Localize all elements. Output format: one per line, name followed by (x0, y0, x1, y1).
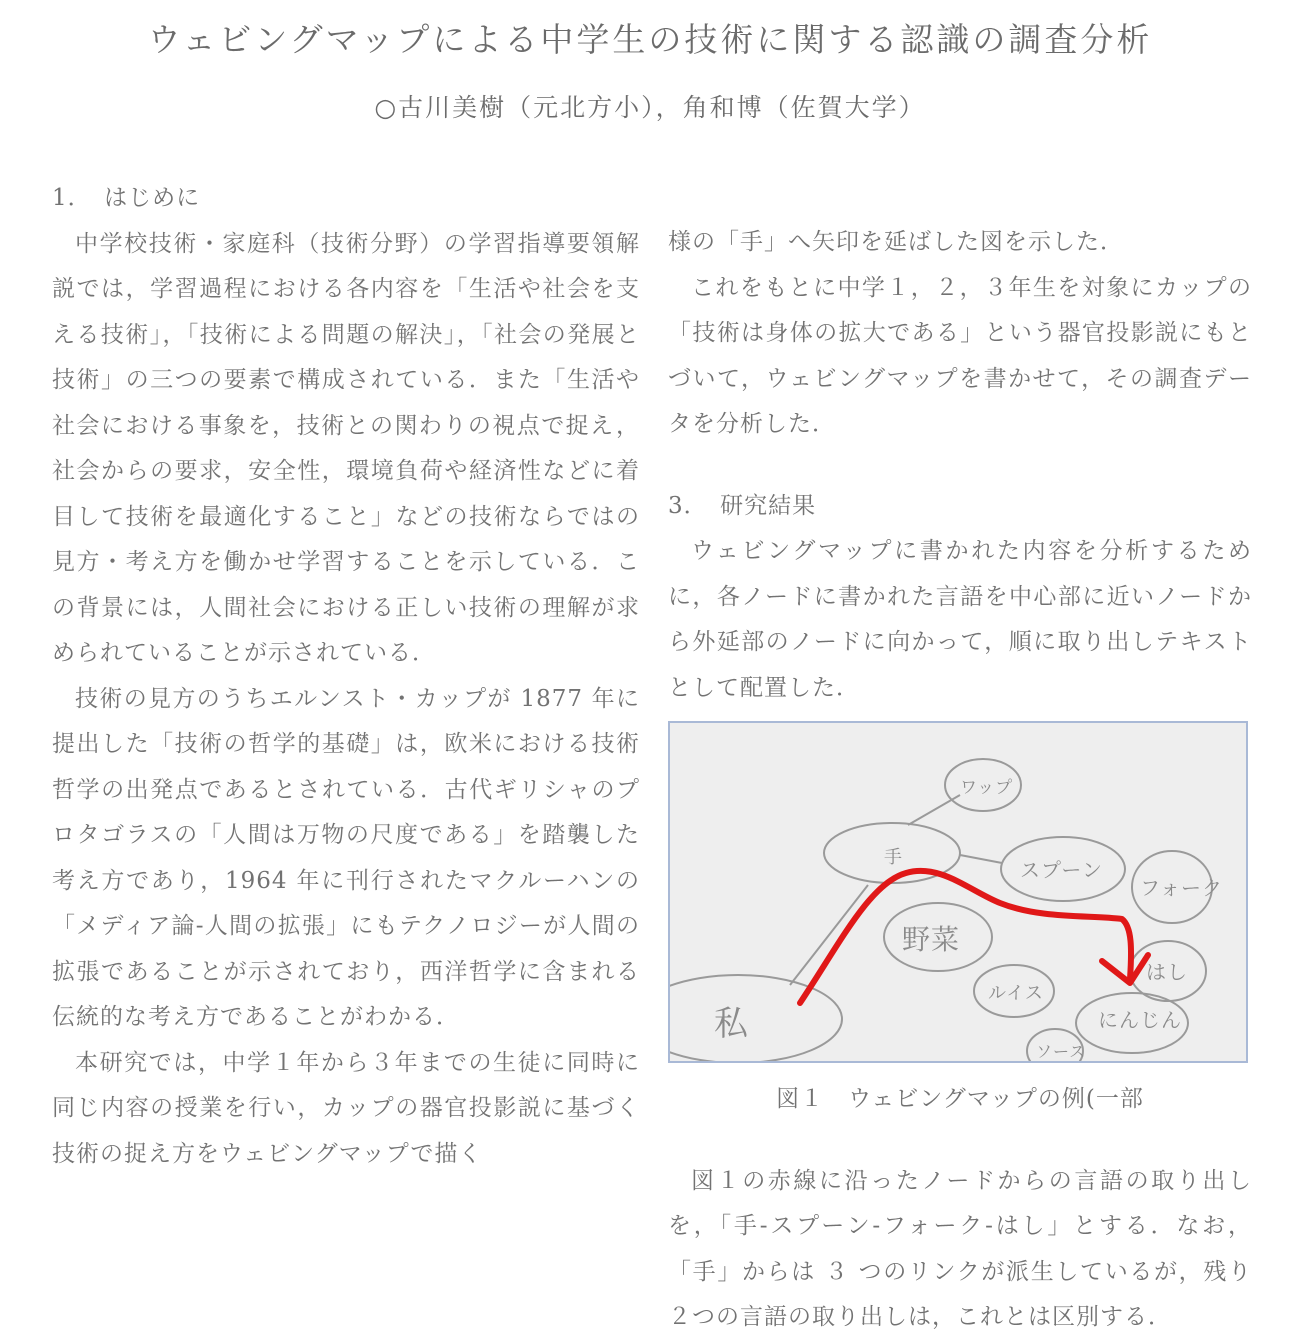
paper-authors: ○古川美樹（元北方小），角和博（佐賀大学） (374, 93, 926, 122)
label-left-node: ルイス (988, 983, 1044, 1004)
webbing-map-figure (668, 721, 1248, 1063)
label-fork: フォーク (1140, 876, 1223, 900)
label-watashi: 私 (714, 1004, 749, 1044)
label-yasai: 野菜 (902, 923, 961, 956)
intro-paragraph-3: 本研究では，中学１年から３年までの生徒に同時に同じ内容の授業を行い，カップの器官投影説に基づく技術の捉え方をウェビングマップで描く (52, 1049, 640, 1167)
label-ninjin: にんじん (1098, 1008, 1182, 1032)
left-column (52, 176, 640, 1177)
method-paragraph-continued: 様の「手」へ矢印を延ばした図を示した． (668, 229, 1124, 255)
label-bottom-node: ソース (1036, 1042, 1087, 1061)
link-watashi-te (790, 885, 868, 985)
highlight-route-line (800, 871, 1131, 1003)
highlight-arrowhead (1102, 955, 1148, 983)
intro-paragraph-1: 中学校技術・家庭科（技術分野）の学習指導要領解説では，学習過程における各内容を「生活や社会を支える技術」，「技術による問題の解決」，「社会の発展と技術」の三つの要素で構成されている．また「生活や社会における事象を，技術との関わりの視点で捉え，社会からの要求，安全性，環境負荷や経済性などに着目して技術を最適化すること」などの技術ならではの見方・考え方を働かせ学習することを示している．この背景には，人間社会における正しい技術の理解が求められていることが示されている． (52, 230, 640, 666)
label-hashi: はし (1146, 960, 1188, 984)
results-paragraph: ウェビングマップに書かれた内容を分析するために，各ノードに書かれた言語を中心部に近いノードから外延部のノードに向かって，順に取り出しテキストとして配置した． (668, 538, 1252, 701)
intro-paragraph-2: 技術の見方のうちエルンスト・カップが 1877 年に提出した「技術の哲学的基礎」は，欧米における技術哲学の出発点であるとされている．古代ギリシャのプロタゴラスの「人間は万物の尺度である」を踏襲した考え方であり，1964 年に刊行されたマクルーハンの「メディア論-人間の拡張」にもテクノロジーが人間の拡張であることが示されており，西洋哲学に含まれる伝統的な考え方であることがわかる． (52, 685, 640, 1030)
right-column (668, 220, 1252, 1341)
paper-title: ウェビングマップによる中学生の技術に関する認識の調査分析 (147, 20, 1153, 59)
method-paragraph: これをもとに中学１，２，３年生を対象にカップの「技術は身体の拡大である」という器官投影説にもとづいて，ウェビングマップを書かせて，その調査データを分析した． (668, 274, 1252, 437)
section-heading-introduction: 1． はじめに (52, 185, 201, 211)
label-cup: ワップ (960, 778, 1014, 798)
webbing-map-drawing (670, 723, 1246, 1061)
node-watashi (670, 975, 842, 1061)
link-te-spoon (960, 855, 1002, 863)
link-te-cup (908, 795, 960, 825)
section-heading-results: 3． 研究結果 (668, 492, 817, 519)
label-te: 手 (884, 847, 903, 868)
label-spoon: スプーン (1020, 858, 1103, 882)
figure-caption: 図１ ウェビングマップの例(一部 (776, 1086, 1144, 1112)
figure-explanation-paragraph: 図１の赤線に沿ったノードからの言語の取り出しを，「手-スプーン-フォーク-はし」とする．なお，「手」からは ３ つのリンクが派生しているが，残り ２つの言語の取り出しは，これとは区別する． (668, 1167, 1252, 1330)
